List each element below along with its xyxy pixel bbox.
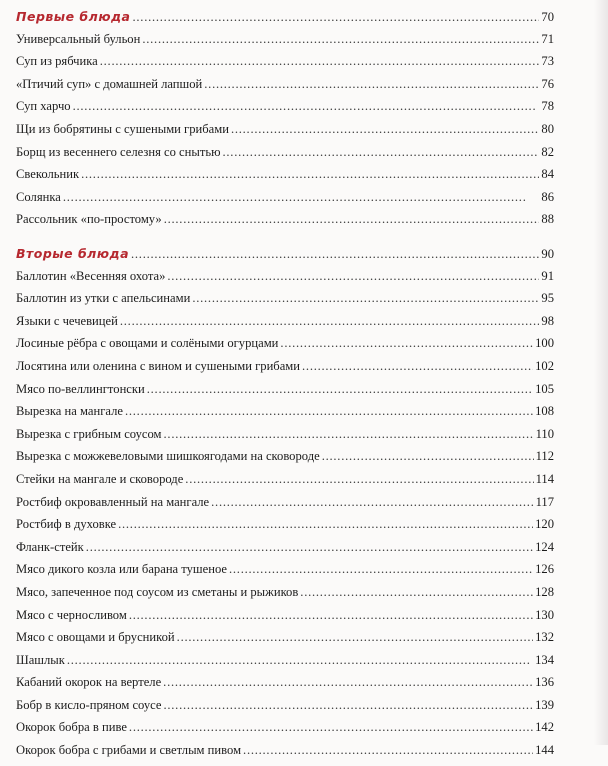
leader-dots <box>322 449 534 464</box>
toc-entry <box>16 608 554 631</box>
toc-entry-page: 139 <box>535 697 554 712</box>
toc-entry <box>16 449 554 472</box>
toc-entry-title: Универсальный бульон <box>16 31 141 46</box>
toc-section-main-courses <box>16 246 554 766</box>
toc-entry-title: Вырезка с можжевеловыми шишкоягодами на сковороде <box>16 449 320 464</box>
toc-entry-title: Кабаний окорок на вертеле <box>16 675 162 690</box>
toc-entry-title: Бобр в кисло-пряном соусе <box>16 697 162 712</box>
toc-entry <box>16 630 554 653</box>
toc-entry-title: Языки с чечевицей <box>16 313 118 328</box>
toc-entry-page: 86 <box>541 189 554 204</box>
toc-entry <box>16 562 554 585</box>
toc-entry-page: 76 <box>541 76 554 91</box>
toc-entry <box>16 122 554 145</box>
toc-entry-title: Ростбиф окровавленный на мангале <box>16 494 210 509</box>
toc-entry <box>16 54 554 77</box>
toc-entry-title: Окорок бобра в пиве <box>16 720 127 735</box>
toc-entry <box>16 540 554 563</box>
leader-dots <box>163 698 533 713</box>
toc-entry-title: Мясо дикого козла или барана тушеное <box>16 562 227 577</box>
toc-entry-page: 120 <box>535 517 554 532</box>
toc-entry-page: 73 <box>541 54 554 69</box>
toc-entry-title: «Птичий суп» с домашней лапшой <box>16 76 203 91</box>
toc-entry-page: 108 <box>535 404 554 419</box>
toc-entry <box>16 167 554 190</box>
toc-entry <box>16 720 554 743</box>
toc-entry-page: 105 <box>535 381 554 396</box>
toc-entry-title: Суп харчо <box>16 99 71 114</box>
toc-entry-title: Стейки на мангале и сковороде <box>16 471 184 486</box>
toc-entry-title: Мясо, запеченное под соусом из сметаны и рыжиков <box>16 584 299 599</box>
toc-entry <box>16 314 554 337</box>
leader-dots <box>231 122 539 137</box>
leader-dots <box>142 32 539 47</box>
toc-entry-title: Борщ из весеннего селезня со снытью <box>16 144 221 159</box>
toc-entry <box>16 99 554 122</box>
toc-entry-page: 71 <box>541 31 554 46</box>
leader-dots <box>147 382 533 397</box>
toc-entry-page: 112 <box>535 449 554 464</box>
toc-entry-page: 82 <box>541 144 554 159</box>
toc-entry-title: Щи из бобрятины с сушеными грибами <box>16 121 229 136</box>
toc-entry <box>16 77 554 100</box>
toc-entry-title: Баллотин «Весенняя охота» <box>16 268 166 283</box>
toc-entry-title: Окорок бобра с грибами и светлым пивом <box>16 743 242 758</box>
toc-entry-page: 134 <box>535 652 554 667</box>
leader-dots <box>81 167 539 182</box>
leader-dots <box>223 145 540 160</box>
leader-dots <box>131 247 539 262</box>
toc-entry <box>16 427 554 450</box>
toc-entry-page: 100 <box>535 336 554 351</box>
toc-entry-page: 80 <box>541 121 554 136</box>
leader-dots <box>164 427 534 442</box>
page-edge-shadow <box>594 0 608 745</box>
toc-entry-title: Баллотин из утки с апельсинами <box>16 291 191 306</box>
toc-entry-title: Вырезка на мангале <box>16 404 123 419</box>
toc-entry <box>16 698 554 721</box>
toc-entry <box>16 359 554 382</box>
section-heading <box>16 246 554 269</box>
toc-entry-title: Лосятина или оленина с вином и сушеными грибами <box>16 358 301 373</box>
leader-dots <box>167 269 539 284</box>
leader-dots <box>204 77 539 92</box>
toc-entry <box>16 212 554 235</box>
section-heading-page: 70 <box>541 10 554 24</box>
toc-entry <box>16 675 554 698</box>
leader-dots <box>302 359 533 374</box>
toc-entry-page: 114 <box>535 471 554 486</box>
toc-section-first-courses <box>16 9 554 235</box>
toc-entry-page: 78 <box>541 99 554 114</box>
toc-entry <box>16 653 554 676</box>
leader-dots <box>177 630 533 645</box>
section-heading <box>16 9 554 32</box>
leader-dots <box>67 653 533 668</box>
leader-dots <box>133 10 540 25</box>
section-heading-page: 90 <box>541 247 554 261</box>
leader-dots <box>125 404 533 419</box>
leader-dots <box>100 54 540 69</box>
leader-dots <box>185 472 533 487</box>
toc-entry <box>16 190 554 213</box>
toc-entry <box>16 336 554 359</box>
toc-entry-title: Мясо с черносливом <box>16 607 127 622</box>
toc-entry-title: Солянка <box>16 189 61 204</box>
toc-entry <box>16 404 554 427</box>
toc-entry-page: 136 <box>535 675 554 690</box>
toc-entry-title: Ростбиф в духовке <box>16 517 117 532</box>
toc-entry-page: 95 <box>541 291 554 306</box>
toc-entry-title: Лосиные рёбра с овощами и солёными огурцами <box>16 336 279 351</box>
toc-entry <box>16 145 554 168</box>
leader-dots <box>280 336 533 351</box>
leader-dots <box>129 720 533 735</box>
toc-entry <box>16 269 554 292</box>
toc-entry-page: 124 <box>535 539 554 554</box>
toc-entry-title: Рассольник «по-простому» <box>16 212 162 227</box>
toc-entry-title: Мясо по-веллингтонски <box>16 381 145 396</box>
toc-entry-page: 128 <box>535 584 554 599</box>
toc-entry-page: 102 <box>535 358 554 373</box>
toc-entry-page: 110 <box>535 426 554 441</box>
leader-dots <box>73 99 540 114</box>
section-heading-title: Первые блюда <box>16 9 131 24</box>
toc-entry-title: Шашлык <box>16 652 65 667</box>
toc-entry-page: 144 <box>535 743 554 758</box>
leader-dots <box>300 585 533 600</box>
toc-entry <box>16 517 554 540</box>
toc-entry-page: 130 <box>535 607 554 622</box>
toc-entry <box>16 32 554 55</box>
leader-dots <box>229 562 533 577</box>
toc-entry-page: 142 <box>535 720 554 735</box>
toc-entry-page: 126 <box>535 562 554 577</box>
leader-dots <box>118 517 533 532</box>
section-heading-title: Вторые блюда <box>16 246 130 261</box>
toc-entry-title: Свекольник <box>16 167 80 182</box>
leader-dots <box>192 291 539 306</box>
toc-entry-title: Фланк-стейк <box>16 539 84 554</box>
toc-entry-title: Вырезка с грибным соусом <box>16 426 162 441</box>
leader-dots <box>120 314 540 329</box>
leader-dots <box>86 540 533 555</box>
toc-entry <box>16 382 554 405</box>
toc-entry-page: 84 <box>541 167 554 182</box>
leader-dots <box>163 675 533 690</box>
toc-entry <box>16 291 554 314</box>
toc-entry <box>16 743 554 766</box>
toc-entry-title: Мясо с овощами и брусникой <box>16 630 175 645</box>
leader-dots <box>164 212 540 227</box>
toc-entry-title: Суп из рябчика <box>16 54 98 69</box>
toc-entry-page: 91 <box>541 268 554 283</box>
toc-entry-page: 98 <box>541 313 554 328</box>
toc-entry-page: 117 <box>535 494 554 509</box>
leader-dots <box>211 495 533 510</box>
toc-entry <box>16 585 554 608</box>
toc-entry-page: 88 <box>541 212 554 227</box>
toc-entry-page: 132 <box>535 630 554 645</box>
toc-entry <box>16 472 554 495</box>
toc-entry <box>16 495 554 518</box>
leader-dots <box>129 608 533 623</box>
leader-dots <box>63 190 540 205</box>
leader-dots <box>243 743 533 758</box>
